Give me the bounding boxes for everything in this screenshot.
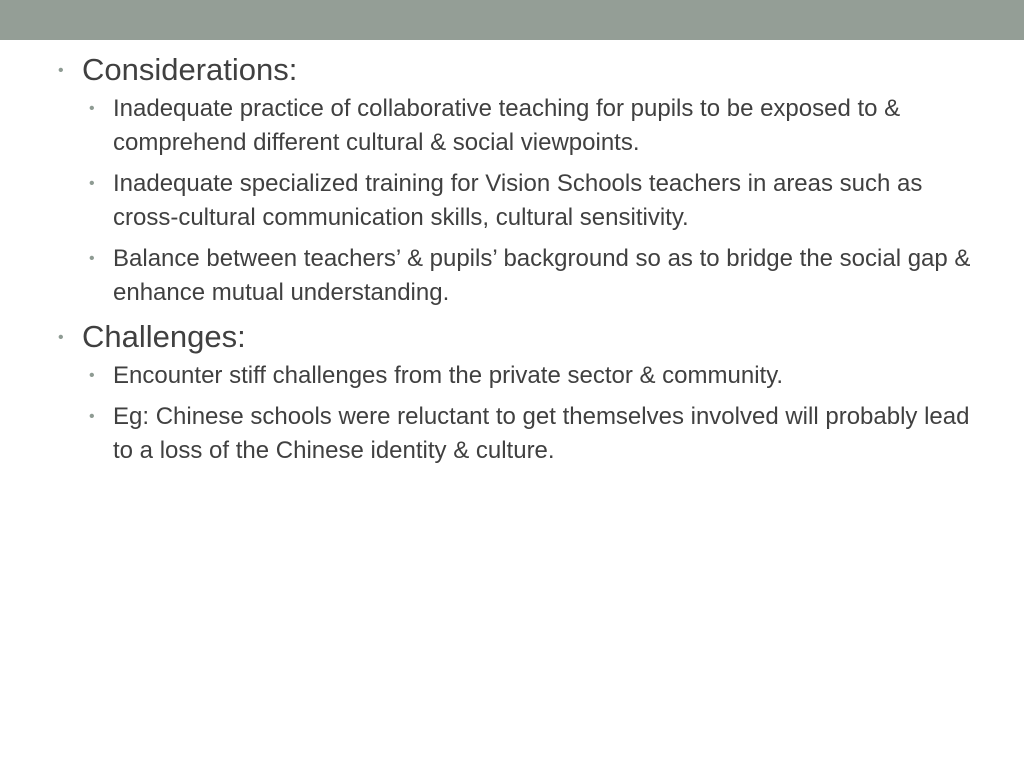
list-item-text: Balance between teachers’ & pupils’ background so as to bridge the social gap & enhance mutual understanding. (113, 245, 971, 306)
challenges-section (58, 317, 978, 468)
section-heading-text: Considerations: (82, 52, 298, 87)
challenges-list (58, 359, 978, 468)
list-item (58, 92, 978, 160)
list-item-text: Encounter stiff challenges from the private sector & community. (113, 362, 784, 389)
bullet-icon: • (89, 175, 95, 192)
section-heading (58, 50, 978, 90)
bullet-icon: • (89, 408, 95, 425)
section-heading (58, 317, 978, 357)
section-heading-text: Challenges: (82, 319, 246, 354)
slide-content (58, 50, 978, 475)
list-item-text: Inadequate specialized training for Vision Schools teachers in areas such as cross-cultural communication skills, cultural sensitivity. (113, 170, 923, 231)
bullet-icon: • (58, 329, 64, 346)
list-item (58, 167, 978, 235)
list-item (58, 242, 978, 310)
bullet-icon: • (58, 62, 64, 79)
considerations-section (58, 50, 978, 310)
list-item (58, 400, 978, 468)
bullet-icon: • (89, 367, 95, 384)
considerations-list (58, 92, 978, 310)
bullet-icon: • (89, 250, 95, 267)
list-item-text: Inadequate practice of collaborative teaching for pupils to be exposed to & comprehend different cultural & social viewpoints. (113, 95, 901, 156)
bullet-icon: • (89, 100, 95, 117)
slide-top-bar (0, 0, 1024, 40)
list-item-text: Eg: Chinese schools were reluctant to get themselves involved will probably lead to a loss of the Chinese identity & culture. (113, 403, 970, 464)
list-item (58, 359, 978, 393)
